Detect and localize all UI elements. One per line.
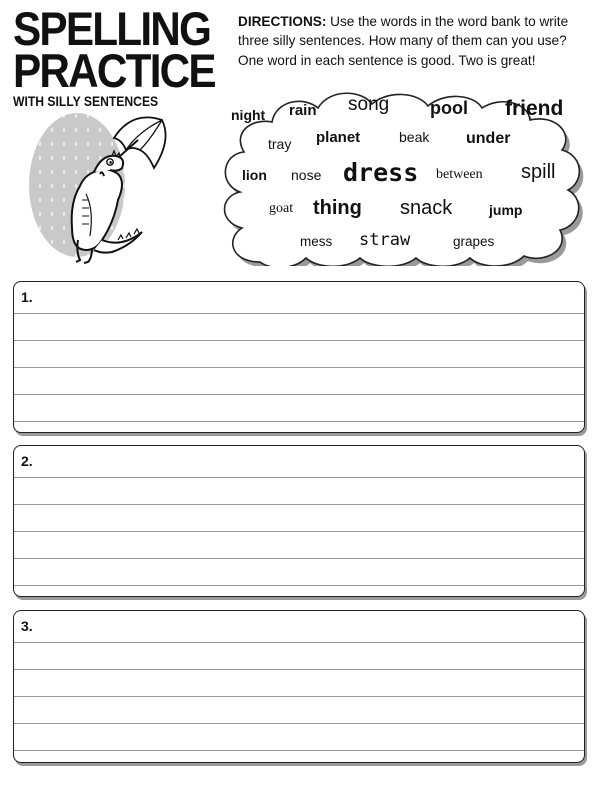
worksheet-title — [13, 2, 215, 109]
writing-line — [14, 421, 584, 422]
writing-line — [14, 669, 584, 670]
title-line-2: PRACTICE — [13, 44, 215, 98]
word-spill: spill — [521, 161, 556, 183]
word-lion: lion — [242, 167, 267, 183]
directions-text: Use the words in the word bank to write three silly sentences. How many of them can you use? One word in each sentence is good. Two is great! — [238, 14, 569, 68]
writing-line — [14, 313, 584, 314]
word-goat: goat — [269, 201, 294, 216]
sentence-box-1[interactable] — [13, 281, 585, 433]
writing-line — [14, 531, 584, 532]
word-grapes: grapes — [453, 234, 495, 249]
writing-line — [14, 558, 584, 559]
word-thing: thing — [313, 197, 362, 219]
word-song: song — [348, 94, 390, 115]
writing-line — [14, 642, 584, 643]
writing-line — [14, 723, 584, 724]
title-subtitle: WITH SILLY SENTENCES — [13, 93, 159, 109]
sentence-number: 2. — [21, 453, 33, 469]
writing-line — [14, 504, 584, 505]
word-dress: dress — [343, 158, 419, 187]
crocodile-umbrella-illustration — [22, 110, 192, 270]
sentence-box-3[interactable] — [13, 610, 585, 763]
word-rain: rain — [289, 102, 317, 119]
writing-line — [14, 750, 584, 751]
sentence-number: 3. — [21, 618, 33, 634]
word-beak: beak — [399, 129, 430, 145]
directions-label: DIRECTIONS: — [238, 14, 327, 29]
directions — [238, 12, 588, 70]
word-jump: jump — [489, 202, 523, 218]
word-bank-cloud — [212, 86, 588, 266]
writing-line — [14, 394, 584, 395]
word-night: night — [231, 107, 266, 123]
word-under: under — [466, 130, 511, 147]
word-snack: snack — [400, 197, 453, 219]
title-line-1: SPELLING — [13, 2, 211, 55]
writing-line — [14, 696, 584, 697]
sentence-box-2[interactable] — [13, 445, 585, 597]
sentence-number: 1. — [21, 289, 33, 305]
writing-line — [14, 340, 584, 341]
word-planet: planet — [316, 129, 361, 146]
writing-line — [14, 477, 584, 478]
word-mess: mess — [300, 234, 333, 249]
word-pool: pool — [430, 98, 468, 118]
word-between: between — [436, 167, 483, 182]
word-friend: friend — [505, 97, 564, 120]
word-straw: straw — [359, 230, 411, 250]
word-tray: tray — [268, 136, 292, 152]
writing-line — [14, 367, 584, 368]
writing-line — [14, 585, 584, 586]
word-nose: nose — [291, 167, 322, 183]
